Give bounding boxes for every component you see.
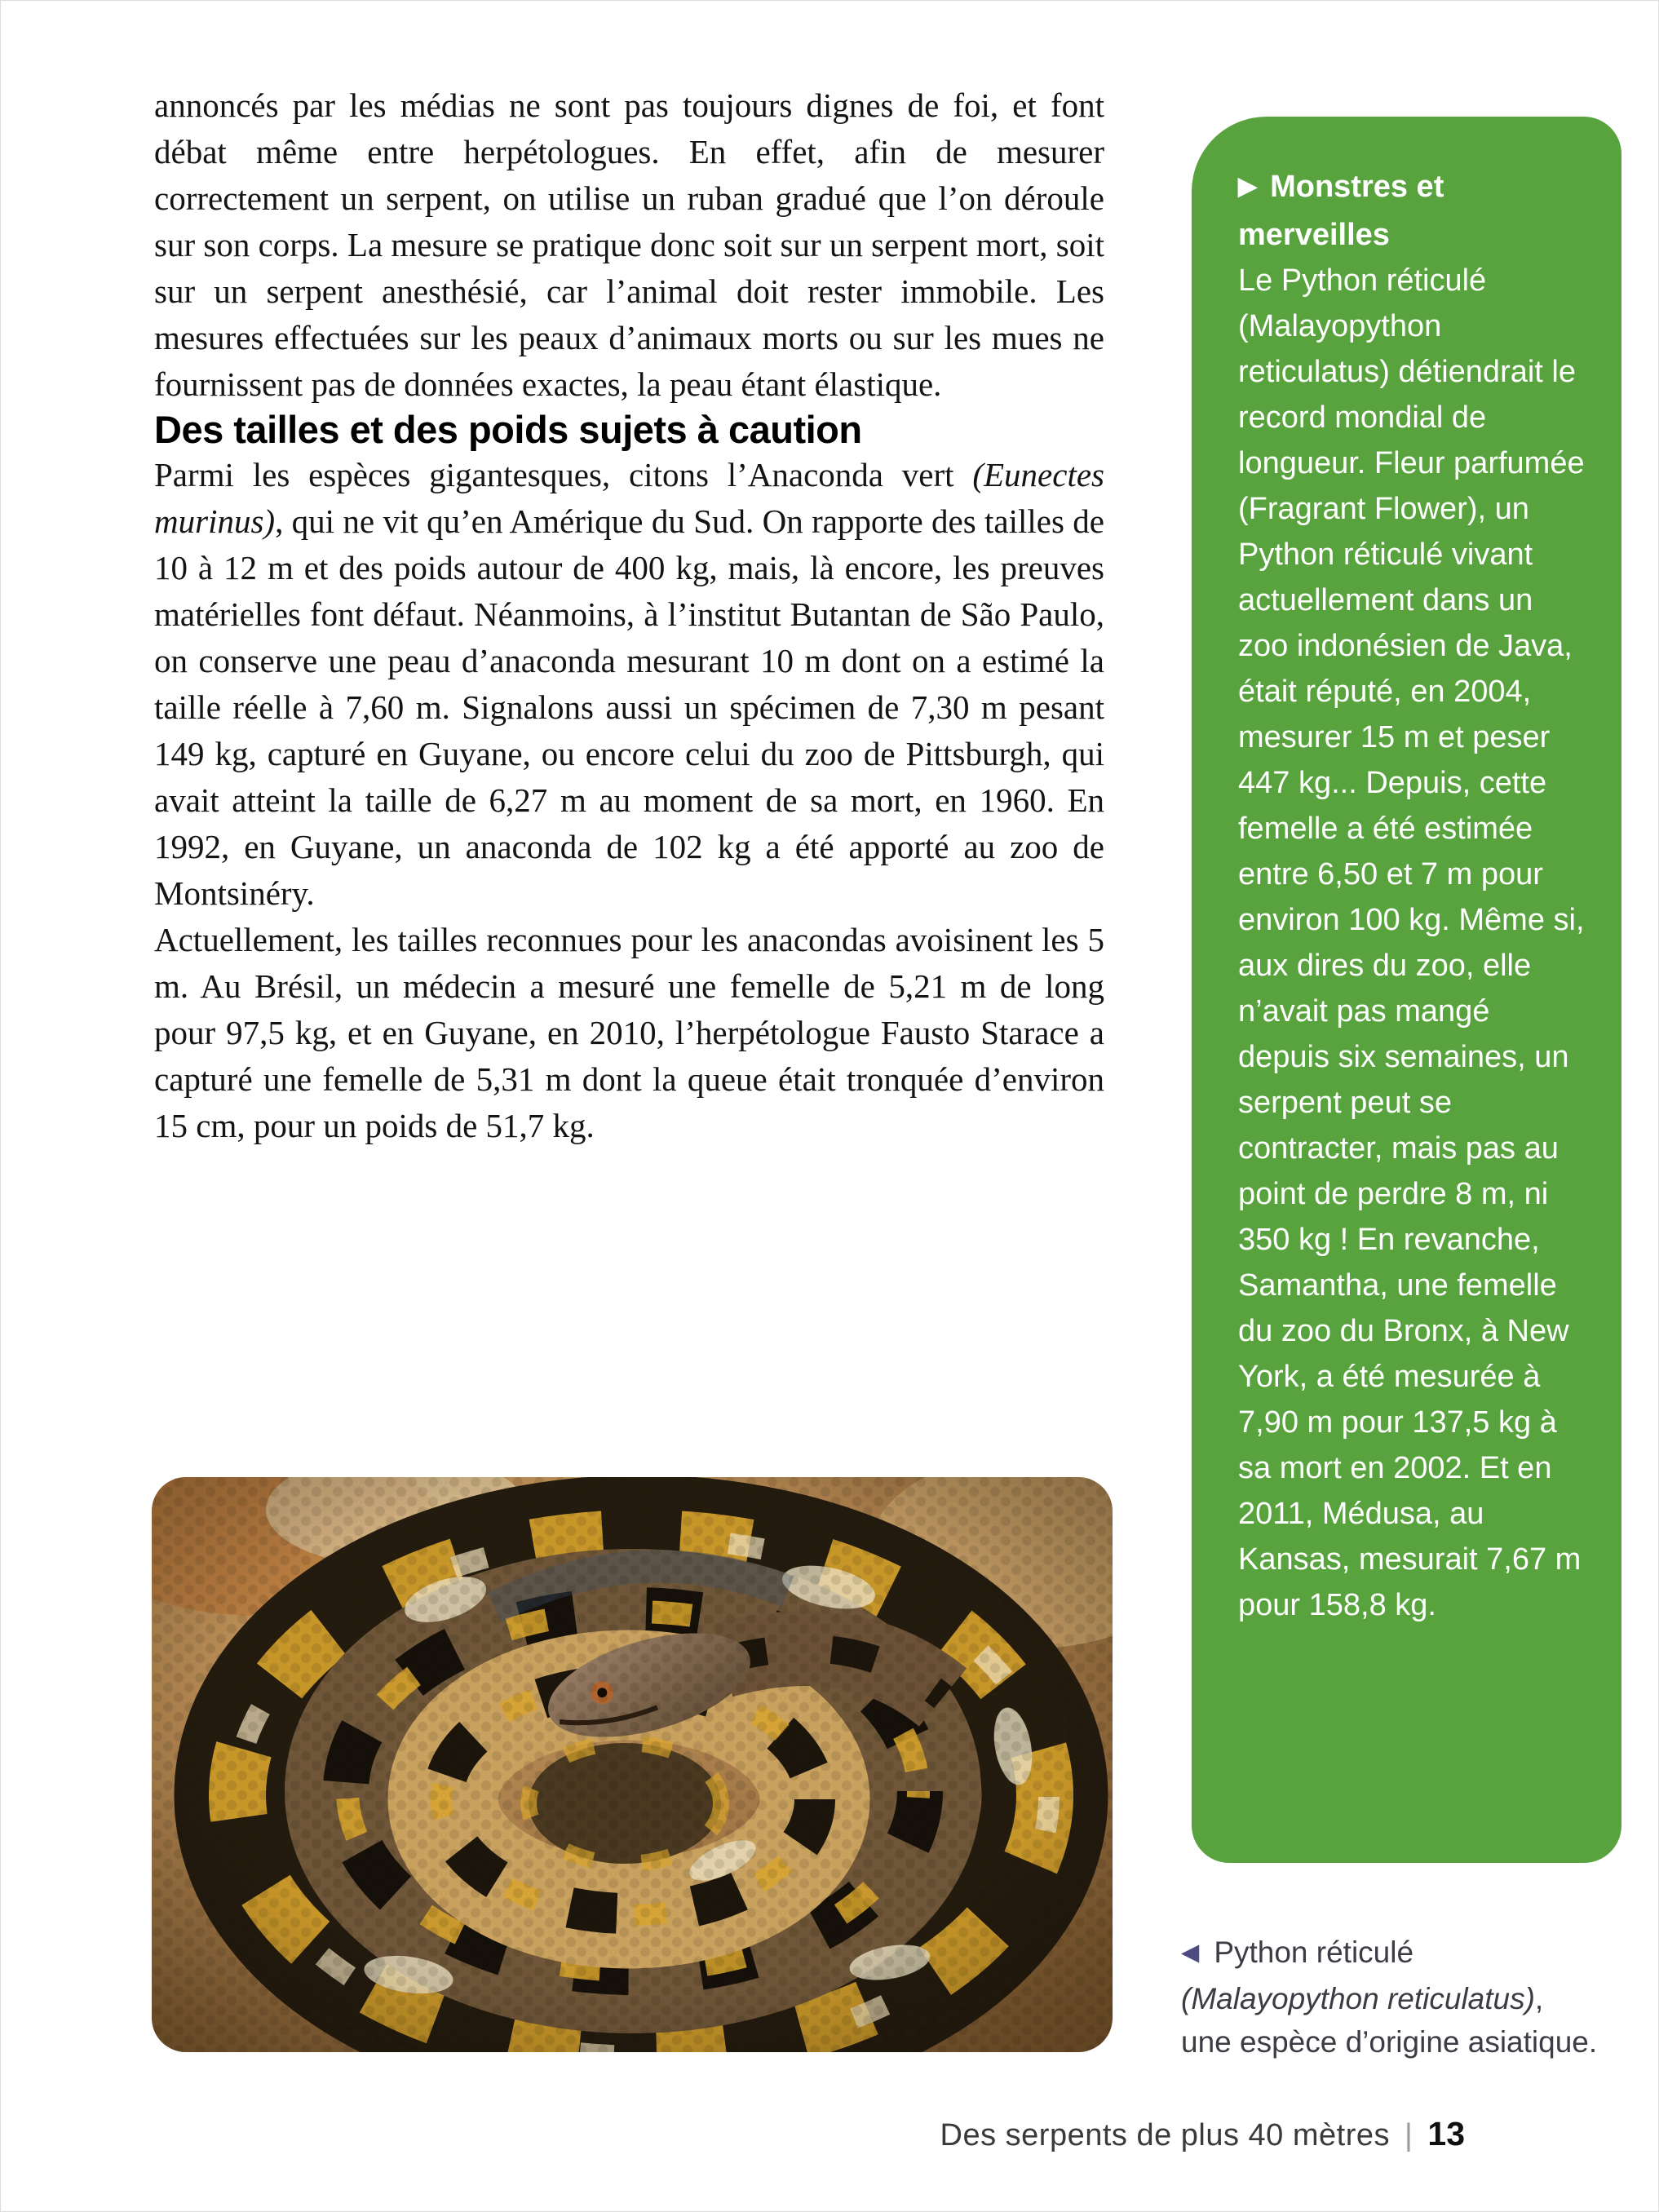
arrow-left-icon: ◀ — [1181, 1940, 1200, 1966]
sidebar-body: Le Python réticulé (Malayopython reticulatus) détiendrait le record mondial de longueur. Fleur parfumée (Fragrant Flower), un Python réticulé vivant actuellement dans un zoo indonésien de Java, était réputé, en 2004, mesurer 15 m et peser 447 kg... Depuis, cette femelle a été estimée entre 6,50 et 7 m pour environ 100 kg. Même si, aux dires du zoo, elle n’avait pas mangé depuis six semaines, un serpent peut se contracter, mais pas au point de perdre 8 m, ni 350 kg ! En revanche, Samantha, une femelle du zoo du Bronx, à New York, a été mesurée à 7,90 m pour 137,5 kg à sa mort en 2002. Et en 2011, Médusa, au Kansas, mesurait 7,67 m pour 158,8 kg. — [1238, 263, 1585, 1622]
caption-line3: une espèce d’origine asiatique. — [1181, 2025, 1598, 2059]
paragraph-3: Actuellement, les tailles reconnues pour les anacondas avoisinent les 5 m. Au Brésil, un médecin a mesuré une femelle de 5,21 m de long pour 97,5 kg, et en Guyane, en 2010, l’herpétologue Fausto Starace a capturé une femelle de 5,31 m dont la queue était tronquée d’environ 15 cm, pour un poids de 51,7 kg. — [154, 921, 1104, 1144]
footer-page-number: 13 — [1427, 2115, 1465, 2152]
paragraph-1: annoncés par les médias ne sont pas toujours dignes de foi, et font débat même entre herpétologues. En effet, afin de mesurer correctement un serpent, on utilise un ruban gradué que l’on déroule sur son corps. La mesure se pratique donc soit sur un serpent mort, soit sur un serpent anesthésié, car l’animal doit rester immobile. Les mesures effectuées sur les peaux d’animaux morts ou sur les mues ne fournissent pas de données exactes, la peau étant élastique. — [154, 86, 1104, 403]
sidebar-title-text: Monstres et merveilles — [1238, 170, 1444, 252]
footer — [1, 2115, 1465, 2153]
species-name-anaconda: (Eunectes murinus) — [154, 456, 1104, 540]
python-photo — [152, 1477, 1113, 2052]
footer-separator: | — [1405, 2118, 1413, 2152]
main-text-column — [154, 82, 1104, 1149]
section-heading: Des tailles et des poids sujets à caution — [154, 408, 862, 451]
caption-line1: Python réticulé — [1214, 1936, 1414, 1969]
paragraph-2-pre: Parmi les espèces gigantesques, citons l’Anaconda vert — [154, 456, 973, 493]
caption-species-italic: (Malayopython reticulatus) — [1181, 1982, 1535, 2015]
footer-chapter-title: Des serpents de plus 40 mètres — [940, 2118, 1391, 2152]
photo-frame — [152, 1477, 1113, 2052]
sidebar-title — [1238, 164, 1587, 258]
caption-line2-suffix: , — [1534, 1982, 1544, 2015]
photo-caption — [1181, 1931, 1646, 2064]
sidebar-box — [1192, 117, 1621, 1863]
arrow-right-icon: ▶ — [1238, 173, 1258, 200]
paragraph-2-post: , qui ne vit qu’en Amérique du Sud. On rapporte des tailles de 10 à 12 m et des poids autour de 400 kg, mais, là encore, les preuves matérielles font défaut. Néanmoins, à l’institut Butantan de São Paulo, on conserve une peau d’anaconda mesurant 10 m dont on a estimé la taille réelle à 7,60 m. Signalons aussi un spécimen de 7,30 m pesant 149 kg, capturé en Guyane, ou encore celui du zoo de Pittsburgh, qui avait atteint la taille de 6,27 m au moment de sa mort, en 1960. En 1992, en Guyane, un anaconda de 102 kg a été apporté au zoo de Montsinéry. — [154, 502, 1104, 912]
paragraph-2 — [154, 452, 1104, 917]
